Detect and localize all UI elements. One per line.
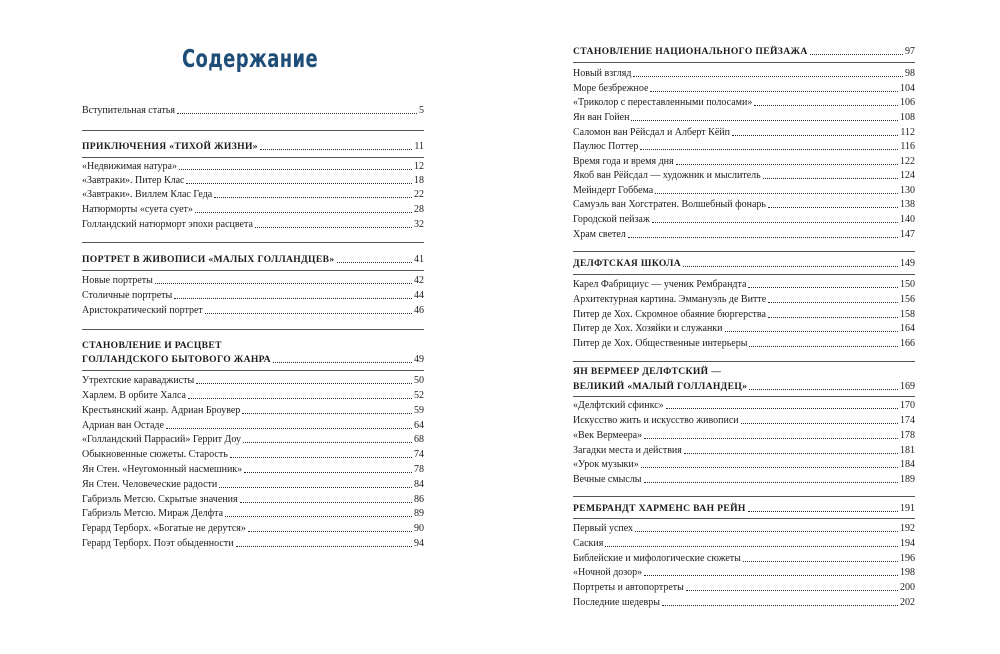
entry-title: Архитектурная картина. Эммануэль де Витте: [573, 294, 767, 305]
section-title: ПРИКЛЮЧЕНИЯ «ТИХОЙ ЖИЗНИ»: [82, 141, 258, 152]
toc-entry[interactable]: [573, 582, 915, 594]
dot-leader: [174, 298, 412, 299]
section-divider: [82, 329, 424, 330]
entry-title: Новый взгляд: [573, 68, 632, 79]
page-number: 74: [414, 449, 424, 460]
page-number: 90: [414, 523, 424, 534]
entry-title: Адриан ван Остаде: [82, 420, 164, 431]
entry-title: Саския: [573, 538, 604, 549]
entry-title: Ян Стен. Человеческие радости: [82, 479, 218, 490]
entry-title: Саломон ван Рёйсдал и Алберт Кёйп: [573, 127, 730, 138]
page-number: 150: [900, 279, 915, 290]
toc-entry[interactable]: [82, 508, 424, 520]
page-number: 11: [414, 141, 424, 152]
toc-entry[interactable]: [573, 415, 915, 427]
page-number: 22: [414, 189, 424, 200]
page-number: 32: [414, 219, 424, 230]
entry-title: Вечные смыслы: [573, 474, 642, 485]
dot-leader: [748, 287, 898, 288]
dot-leader: [666, 408, 898, 409]
dot-leader: [273, 362, 412, 363]
toc-entry[interactable]: [573, 538, 915, 550]
dot-leader: [749, 389, 898, 390]
entry-title: Аристократический портрет: [82, 305, 203, 316]
entry-title: Мейндерт Гоббема: [573, 185, 654, 196]
page-number: 49: [414, 354, 424, 365]
dot-leader: [644, 482, 898, 483]
page-number: 166: [900, 338, 915, 349]
dot-leader: [683, 266, 898, 267]
dot-leader: [655, 193, 898, 194]
dot-leader: [633, 76, 903, 77]
page-number: 12: [414, 161, 424, 172]
dot-leader: [605, 546, 898, 547]
dot-leader: [628, 237, 898, 238]
right-page: [500, 0, 1000, 654]
toc-entry[interactable]: [82, 219, 424, 231]
page-number: 106: [900, 97, 915, 108]
page-number: 170: [900, 400, 915, 411]
entry-title: Ян Стен. «Неугомонный насмешник»: [82, 464, 243, 475]
toc-entry[interactable]: [573, 567, 915, 579]
toc-section-entry[interactable]: [573, 503, 915, 515]
dot-leader: [186, 183, 412, 184]
dot-leader: [155, 283, 412, 284]
entry-title: Герард Терборх. «Богатые не дерутся»: [82, 523, 246, 534]
dot-leader: [686, 590, 898, 591]
entry-title: «Урок музыки»: [573, 459, 639, 470]
toc-section-entry[interactable]: [82, 254, 424, 266]
dot-leader: [725, 331, 898, 332]
page-number: 64: [414, 420, 424, 431]
toc-entry[interactable]: [573, 400, 915, 412]
toc-entry[interactable]: [573, 68, 915, 80]
dot-leader: [676, 164, 898, 165]
entry-title: Паулюс Поттер: [573, 141, 639, 152]
page-number: 189: [900, 474, 915, 485]
page-number: 68: [414, 434, 424, 445]
dot-leader: [177, 113, 417, 114]
dot-leader: [749, 346, 898, 347]
page-number: 147: [900, 229, 915, 240]
toc-entry[interactable]: [573, 459, 915, 471]
entry-title: Габриэль Метсю. Скрытые значения: [82, 494, 238, 505]
toc-entry[interactable]: [82, 538, 424, 550]
dot-leader: [225, 516, 412, 517]
page-number: 52: [414, 390, 424, 401]
page-number: 28: [414, 204, 424, 215]
section-divider: [82, 370, 424, 371]
page-number: 194: [900, 538, 915, 549]
entry-title: Питер де Хох. Общественные интерьеры: [573, 338, 748, 349]
toc-entry[interactable]: [82, 175, 424, 187]
section-divider: [82, 130, 424, 131]
toc-entry[interactable]: [573, 141, 915, 153]
dot-leader: [196, 383, 412, 384]
page-number: 50: [414, 375, 424, 386]
dot-leader: [644, 575, 898, 576]
toc-entry[interactable]: [573, 127, 915, 139]
page-number: 108: [900, 112, 915, 123]
toc-title: Содержание: [181, 44, 319, 73]
entry-title: Герард Терборх. Поэт обыденности: [82, 538, 234, 549]
page-number: 42: [414, 275, 424, 286]
dot-leader: [662, 605, 898, 606]
dot-leader: [240, 502, 412, 503]
entry-title: Ян ван Гойен: [573, 112, 630, 123]
page-number: 89: [414, 508, 424, 519]
section-title: ВЕЛИКИЙ «МАЛЫЙ ГОЛЛАНДЕЦ»: [573, 381, 748, 392]
entry-title: «Завтраки». Питер Клас: [82, 175, 185, 186]
toc-entry[interactable]: [573, 185, 915, 197]
toc-entry[interactable]: [82, 290, 424, 302]
entry-title: «Ночной дозор»: [573, 567, 643, 578]
entry-title: Харлем. В орбите Халса: [82, 390, 186, 401]
toc-entry[interactable]: [573, 214, 915, 226]
section-heading-line: ЯН ВЕРМЕЕР ДЕЛФТСКИЙ —: [573, 366, 722, 377]
page-number: 5: [419, 105, 424, 116]
section-divider: [573, 251, 915, 252]
dot-leader: [748, 511, 898, 512]
dot-leader: [650, 91, 898, 92]
page-number: 164: [900, 323, 915, 334]
dot-leader: [236, 546, 412, 547]
toc-entry[interactable]: [573, 83, 915, 95]
toc-entry[interactable]: [573, 474, 915, 486]
dot-leader: [641, 467, 898, 468]
page-number: 59: [414, 405, 424, 416]
toc-entry[interactable]: [82, 204, 424, 216]
dot-leader: [188, 398, 412, 399]
page-number: 86: [414, 494, 424, 505]
toc-entry[interactable]: [82, 434, 424, 446]
section-divider: [573, 496, 915, 497]
entry-title: Карел Фабрициус — ученик Рембрандта: [573, 279, 747, 290]
section-title: ГОЛЛАНДСКОГО БЫТОВОГО ЖАНРА: [82, 354, 271, 365]
toc-entry[interactable]: [82, 189, 424, 201]
dot-leader: [214, 197, 412, 198]
toc-entry[interactable]: [82, 479, 424, 491]
section-title: СТАНОВЛЕНИЕ НАЦИОНАЛЬНОГО ПЕЙЗАЖА: [573, 46, 808, 57]
page-number: 138: [900, 199, 915, 210]
page-number: 18: [414, 175, 424, 186]
toc-entry[interactable]: [82, 494, 424, 506]
entry-title: Крестьянский жанр. Адриан Броувер: [82, 405, 241, 416]
section-divider: [573, 361, 915, 362]
page-number: 181: [900, 445, 915, 456]
toc-entry[interactable]: [82, 275, 424, 287]
dot-leader: [763, 178, 898, 179]
dot-leader: [260, 149, 412, 150]
dot-leader: [684, 453, 898, 454]
toc-entry[interactable]: [82, 305, 424, 317]
page-number: 184: [900, 459, 915, 470]
entry-title: Новые портреты: [82, 275, 153, 286]
entry-title: Питер де Хох. Хозяйки и служанки: [573, 323, 723, 334]
toc-entry[interactable]: [573, 445, 915, 457]
page-number: 174: [900, 415, 915, 426]
page-number: 97: [905, 46, 915, 57]
toc-entry[interactable]: [573, 597, 915, 609]
entry-title: Якоб ван Рёйсдал — художник и мыслитель: [573, 170, 761, 181]
entry-title: Голландский натюрморт эпохи расцвета: [82, 219, 253, 230]
page-number: 44: [414, 290, 424, 301]
toc-entry[interactable]: [82, 161, 424, 173]
section-divider: [82, 242, 424, 243]
entry-title: «Век Вермеера»: [573, 430, 643, 441]
entry-title: Время года и время дня: [573, 156, 674, 167]
dot-leader: [640, 149, 898, 150]
toc-entry[interactable]: [573, 523, 915, 535]
page-number: 122: [900, 156, 915, 167]
toc-entry[interactable]: [573, 229, 915, 241]
entry-title: Утрехтские караваджисты: [82, 375, 195, 386]
dot-leader: [166, 428, 412, 429]
page-number: 198: [900, 567, 915, 578]
page-number: 191: [900, 503, 915, 514]
toc-entry[interactable]: [573, 294, 915, 306]
toc-entry[interactable]: [573, 279, 915, 291]
toc-section-entry[interactable]: [573, 46, 915, 58]
page-number: 149: [900, 258, 915, 269]
entry-title: Храм светел: [573, 229, 626, 240]
dot-leader: [219, 487, 412, 488]
entry-title: Столичные портреты: [82, 290, 173, 301]
dot-leader: [248, 531, 412, 532]
page-number: 169: [900, 381, 915, 392]
page-number: 202: [900, 597, 915, 608]
dot-leader: [242, 413, 412, 414]
entry-title: Городской пейзаж: [573, 214, 650, 225]
page-number: 200: [900, 582, 915, 593]
dot-leader: [635, 531, 898, 532]
entry-title: Море безбрежное: [573, 83, 649, 94]
dot-leader: [754, 105, 898, 106]
entry-title: Габриэль Метсю. Мираж Делфта: [82, 508, 224, 519]
section-divider: [573, 518, 915, 519]
entry-title: Обыкновенные сюжеты. Старость: [82, 449, 228, 460]
toc-entry[interactable]: [82, 464, 424, 476]
toc-entry[interactable]: [573, 112, 915, 124]
entry-title: Портреты и автопортреты: [573, 582, 684, 593]
dot-leader: [244, 472, 412, 473]
toc-entry[interactable]: [82, 390, 424, 402]
page-number: 130: [900, 185, 915, 196]
page-number: 192: [900, 523, 915, 534]
toc-entry[interactable]: [573, 199, 915, 211]
dot-leader: [810, 54, 903, 55]
dot-leader: [631, 120, 898, 121]
section-divider: [82, 157, 424, 158]
section-title: ПОРТРЕТ В ЖИВОПИСИ «МАЛЫХ ГОЛЛАНДЦЕВ»: [82, 254, 335, 265]
dot-leader: [195, 212, 412, 213]
entry-title: Искусство жить и искусство живописи: [573, 415, 739, 426]
entry-title: Библейские и мифологические сюжеты: [573, 553, 741, 564]
dot-leader: [732, 135, 898, 136]
entry-title: Загадки места и действия: [573, 445, 682, 456]
entry-title: Вступительная статья: [82, 105, 175, 116]
dot-leader: [741, 423, 898, 424]
toc-entry[interactable]: [573, 97, 915, 109]
toc-entry[interactable]: [573, 170, 915, 182]
page-number: 178: [900, 430, 915, 441]
toc-entry[interactable]: [573, 430, 915, 442]
page-number: 112: [900, 127, 915, 138]
toc-entry[interactable]: [82, 449, 424, 461]
dot-leader: [337, 262, 413, 263]
entry-title: Самуэль ван Хогстратен. Волшебный фонарь: [573, 199, 766, 210]
dot-leader: [243, 442, 412, 443]
toc-section-entry[interactable]: [573, 258, 915, 270]
page-number: 41: [414, 254, 424, 265]
page-number: 78: [414, 464, 424, 475]
section-title: РЕМБРАНДТ ХАРМЕНС ВАН РЕЙН: [573, 503, 746, 514]
entry-title: Питер де Хох. Скромное обаяние бюргерства: [573, 309, 766, 320]
section-title: ДЕЛФТСКАЯ ШКОЛА: [573, 258, 681, 269]
dot-leader: [768, 302, 898, 303]
toc-section-entry[interactable]: [82, 354, 424, 366]
dot-leader: [768, 207, 898, 208]
toc-entry[interactable]: [573, 156, 915, 168]
page-number: 104: [900, 83, 915, 94]
page-number: 158: [900, 309, 915, 320]
page-number: 196: [900, 553, 915, 564]
entry-title: Натюрморты «суета сует»: [82, 204, 193, 215]
section-divider: [82, 270, 424, 271]
toc-section-entry[interactable]: [573, 381, 915, 393]
dot-leader: [230, 457, 412, 458]
toc-section-entry[interactable]: [82, 141, 424, 153]
dot-leader: [644, 438, 898, 439]
page-number: 140: [900, 214, 915, 225]
dot-leader: [743, 561, 898, 562]
page-number: 46: [414, 305, 424, 316]
entry-title: Последние шедевры: [573, 597, 660, 608]
page-number: 116: [900, 141, 915, 152]
page-number: 84: [414, 479, 424, 490]
entry-title: «Завтраки». Виллем Клас Геда: [82, 189, 213, 200]
toc-entry[interactable]: [82, 105, 424, 117]
entry-title: «Недвижимая натура»: [82, 161, 177, 172]
toc-entry[interactable]: [573, 323, 915, 335]
page-number: 124: [900, 170, 915, 181]
entry-title: «Делфтский сфинкс»: [573, 400, 664, 411]
dot-leader: [652, 222, 898, 223]
page-number: 156: [900, 294, 915, 305]
entry-title: «Голландский Паррасий» Геррит Доу: [82, 434, 241, 445]
toc-entry[interactable]: [573, 338, 915, 350]
section-divider: [573, 274, 915, 275]
toc-entry[interactable]: [82, 405, 424, 417]
dot-leader: [205, 313, 412, 314]
entry-title: «Триколор с переставленными полосами»: [573, 97, 753, 108]
toc-entry[interactable]: [573, 309, 915, 321]
toc-entry[interactable]: [82, 375, 424, 387]
entry-title: Первый успех: [573, 523, 634, 534]
dot-leader: [179, 169, 412, 170]
toc-entry[interactable]: [82, 420, 424, 432]
dot-leader: [768, 317, 898, 318]
toc-entry[interactable]: [82, 523, 424, 535]
page-number: 94: [414, 538, 424, 549]
dot-leader: [255, 227, 412, 228]
section-heading-line: СТАНОВЛЕНИЕ И РАСЦВЕТ: [82, 340, 222, 351]
section-divider: [573, 62, 915, 63]
section-divider: [573, 396, 915, 397]
page-number: 98: [905, 68, 915, 79]
toc-entry[interactable]: [573, 553, 915, 565]
